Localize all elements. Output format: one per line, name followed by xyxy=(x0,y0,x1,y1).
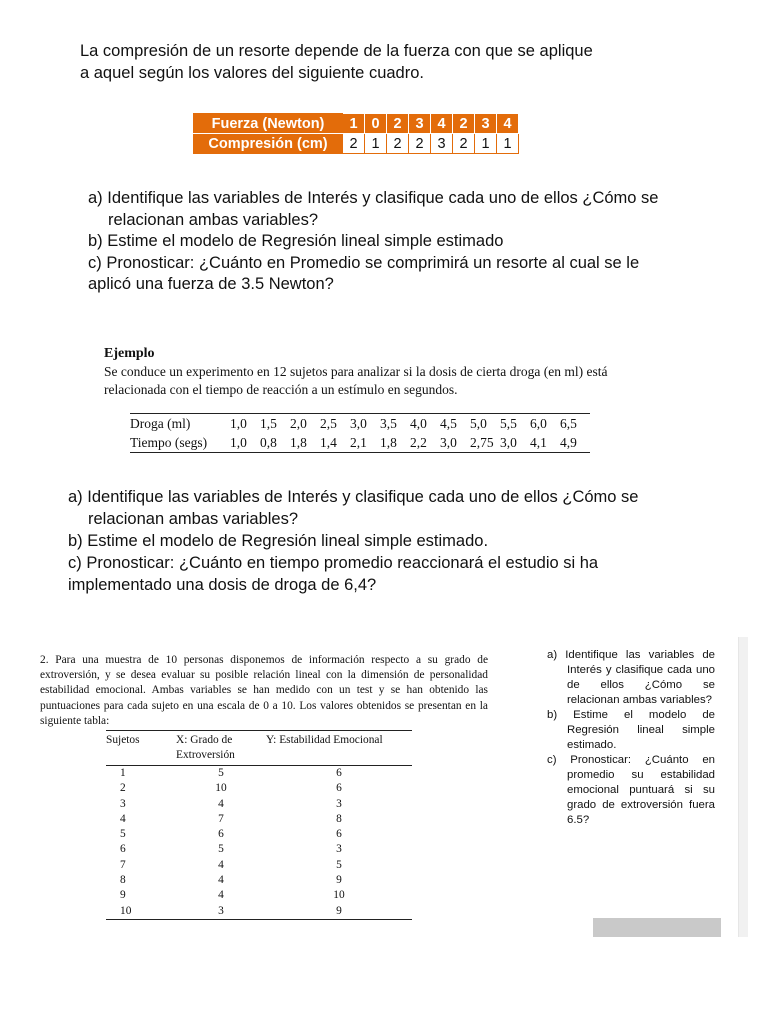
question-c: c) Pronosticar: ¿Cuánto en Promedio se comprimirá un resorte al cual se le xyxy=(88,253,640,272)
force-label: Fuerza (Newton) xyxy=(194,114,343,134)
question-a-cont: relacionan ambas variables? xyxy=(108,210,319,229)
table-cell: 6 xyxy=(120,843,126,856)
table-cell: 3 xyxy=(431,134,453,154)
table-body xyxy=(106,766,412,920)
table-cell: 3,0 xyxy=(440,434,457,450)
tiempo-row xyxy=(130,433,590,453)
table-header-row xyxy=(106,731,412,766)
table-cell: 1,5 xyxy=(260,415,277,431)
droga-tiempo-table xyxy=(130,413,590,453)
table-cell: 2 xyxy=(120,782,126,795)
table-cell: 0,8 xyxy=(260,434,277,450)
table-cell: 2 xyxy=(453,134,475,154)
table-cell: 1,0 xyxy=(230,434,247,450)
example-block xyxy=(104,345,624,453)
table-cell: 1,8 xyxy=(290,434,307,450)
table-cell: 2 xyxy=(387,134,409,154)
table-cell: 1,0 xyxy=(230,415,247,431)
table-cell: 2,0 xyxy=(290,415,307,431)
problem3-questions xyxy=(547,648,715,828)
intro-line: La compresión de un resorte depende de la fuerza con que se aplique xyxy=(80,42,593,60)
table-cell: 2,75 xyxy=(470,434,494,450)
table-cell: 8 xyxy=(336,812,342,825)
table-cell: 4 xyxy=(218,889,224,902)
force-row xyxy=(194,114,519,134)
question-c-cont: implementado una dosis de droga de 6,4? xyxy=(68,576,377,594)
table-cell: 6 xyxy=(218,828,224,841)
example-title: Ejemplo xyxy=(104,346,155,361)
table-cell: 10 xyxy=(215,782,227,795)
table-cell: 4,1 xyxy=(530,434,547,450)
table-cell: 6,0 xyxy=(530,415,547,431)
table-cell: 3 xyxy=(176,904,266,920)
table-cell: 3 xyxy=(336,797,342,810)
compression-row xyxy=(194,134,519,154)
intro-line: a aquel según los valores del siguiente cuadro. xyxy=(80,64,424,82)
problem1-intro xyxy=(80,40,680,84)
table-cell: 4 xyxy=(218,797,224,810)
table-cell: 6 xyxy=(336,782,342,795)
table-cell: 1,4 xyxy=(320,434,337,450)
gray-bar xyxy=(593,918,721,937)
force-compression-table xyxy=(193,113,519,154)
question-c: c) Pronosticar: ¿Cuánto en promedio su estabilidad emocional puntuará si su grado de extroversión fuera 6.5? xyxy=(547,754,715,826)
table-cell: 3,5 xyxy=(380,415,397,431)
example-text xyxy=(104,363,624,399)
table-cell: 4 xyxy=(431,114,453,134)
table-cell: 6 xyxy=(336,767,342,779)
problem3-text: 2. Para una muestra de 10 personas disponemos de información respecto a su grado de extroversión, y se desea evaluar su posible relación lineal con la dimensión de personalidad estabilidad emocional. Ambas variables se han medido con un test y se han obtenido las puntuaciones para cada sujeto en una escala de 0 a 10. Los valores obtenidos se presentan en la siguiente tabla: xyxy=(40,654,488,727)
droga-label: Droga (ml) xyxy=(130,415,191,431)
table-cell: 7 xyxy=(218,812,224,825)
problem1-questions xyxy=(88,188,708,296)
header-y: Y: Estabilidad Emocional xyxy=(266,731,412,766)
table-row xyxy=(106,766,412,782)
table-cell: 4,5 xyxy=(440,415,457,431)
table-cell: 2 xyxy=(387,114,409,134)
table-cell: 3,0 xyxy=(350,415,367,431)
table-cell: 2,2 xyxy=(410,434,427,450)
table-row xyxy=(106,812,412,827)
tiempo-label: Tiempo (segs) xyxy=(130,434,208,450)
table-cell: 9 xyxy=(120,889,126,902)
table-cell: 2 xyxy=(343,134,365,154)
question-c: c) Pronosticar: ¿Cuánto en tiempo promedio reaccionará el estudio si ha xyxy=(68,554,599,572)
table-cell: 4 xyxy=(218,858,224,871)
table-cell: 3 xyxy=(475,114,497,134)
table-cell: 9 xyxy=(266,904,412,920)
table-cell: 9 xyxy=(336,874,342,887)
table-cell: 2 xyxy=(453,114,475,134)
droga-row xyxy=(130,414,590,434)
table-cell: 4 xyxy=(120,812,126,825)
table-cell: 4,9 xyxy=(560,434,577,450)
table-cell: 10 xyxy=(106,904,176,920)
table-cell: 3 xyxy=(120,797,126,810)
table-cell: 5 xyxy=(218,843,224,856)
table-cell: 8 xyxy=(120,874,126,887)
table-row xyxy=(106,827,412,842)
question-b: b) Estime el modelo de Regresión lineal simple estimado xyxy=(88,232,504,250)
table-cell: 4,0 xyxy=(410,415,427,431)
table-cell: 3,0 xyxy=(500,434,517,450)
table-cell: 6 xyxy=(336,828,342,841)
question-a-cont: relacionan ambas variables? xyxy=(88,510,299,528)
table-cell: 3 xyxy=(409,114,431,134)
table-cell: 1 xyxy=(475,134,497,154)
table-cell: 5,5 xyxy=(500,415,517,431)
example-text-line: Se conduce un experimento en 12 sujetos para analizar si la dosis de cierta droga (en ml) está xyxy=(104,364,608,379)
table-cell: 2,1 xyxy=(350,434,367,450)
table-cell: 1 xyxy=(343,114,365,134)
question-c-cont: aplicó una fuerza de 3.5 Newton? xyxy=(88,275,334,293)
table-row xyxy=(106,873,412,888)
table-row xyxy=(106,797,412,812)
table-row xyxy=(106,904,412,920)
table-row xyxy=(106,842,412,857)
table-cell: 2 xyxy=(409,134,431,154)
table-cell: 2,5 xyxy=(320,415,337,431)
table-cell: 4 xyxy=(218,874,224,887)
compression-label: Compresión (cm) xyxy=(194,134,343,154)
problem2-questions xyxy=(68,486,718,596)
question-a: a) Identifique las variables de Interés y clasifique cada uno de ellos ¿Cómo se xyxy=(88,189,659,207)
table-cell: 1 xyxy=(120,767,126,779)
page-edge-strip xyxy=(738,637,748,937)
table-cell: 5 xyxy=(336,858,342,871)
table-cell: 5 xyxy=(120,828,126,841)
question-a: a) Identifique las variables de Interés y clasifique cada uno de ellos ¿Cómo se xyxy=(68,488,639,506)
table-cell: 0 xyxy=(365,114,387,134)
question-a: a) Identifique las variables de Interés y clasifique cada uno de ellos ¿Cómo se relacionan ambas variables? xyxy=(547,649,715,706)
table-cell: 5 xyxy=(218,767,224,779)
table-cell: 3 xyxy=(336,843,342,856)
example-text-line: relacionada con el tiempo de reacción a un estímulo en segundos. xyxy=(104,382,458,397)
table-cell: 10 xyxy=(333,889,345,902)
table-cell: 4 xyxy=(497,114,519,134)
table-cell: 1 xyxy=(365,134,387,154)
sujetos-table xyxy=(106,730,412,920)
table-cell: 1 xyxy=(497,134,519,154)
header-sujetos: Sujetos xyxy=(106,731,176,766)
table-cell: 7 xyxy=(120,858,126,871)
header-x: X: Grado de Extroversión xyxy=(176,731,266,766)
table-row xyxy=(106,781,412,796)
table-cell: 5,0 xyxy=(470,415,487,431)
question-b: b) Estime el modelo de Regresión lineal simple estimado. xyxy=(68,532,489,550)
table-cell: 1,8 xyxy=(380,434,397,450)
table-row xyxy=(106,858,412,873)
table-cell: 6,5 xyxy=(560,415,577,431)
question-b: b) Estime el modelo de Regresión lineal simple estimado. xyxy=(547,709,715,751)
table-row xyxy=(106,888,412,903)
